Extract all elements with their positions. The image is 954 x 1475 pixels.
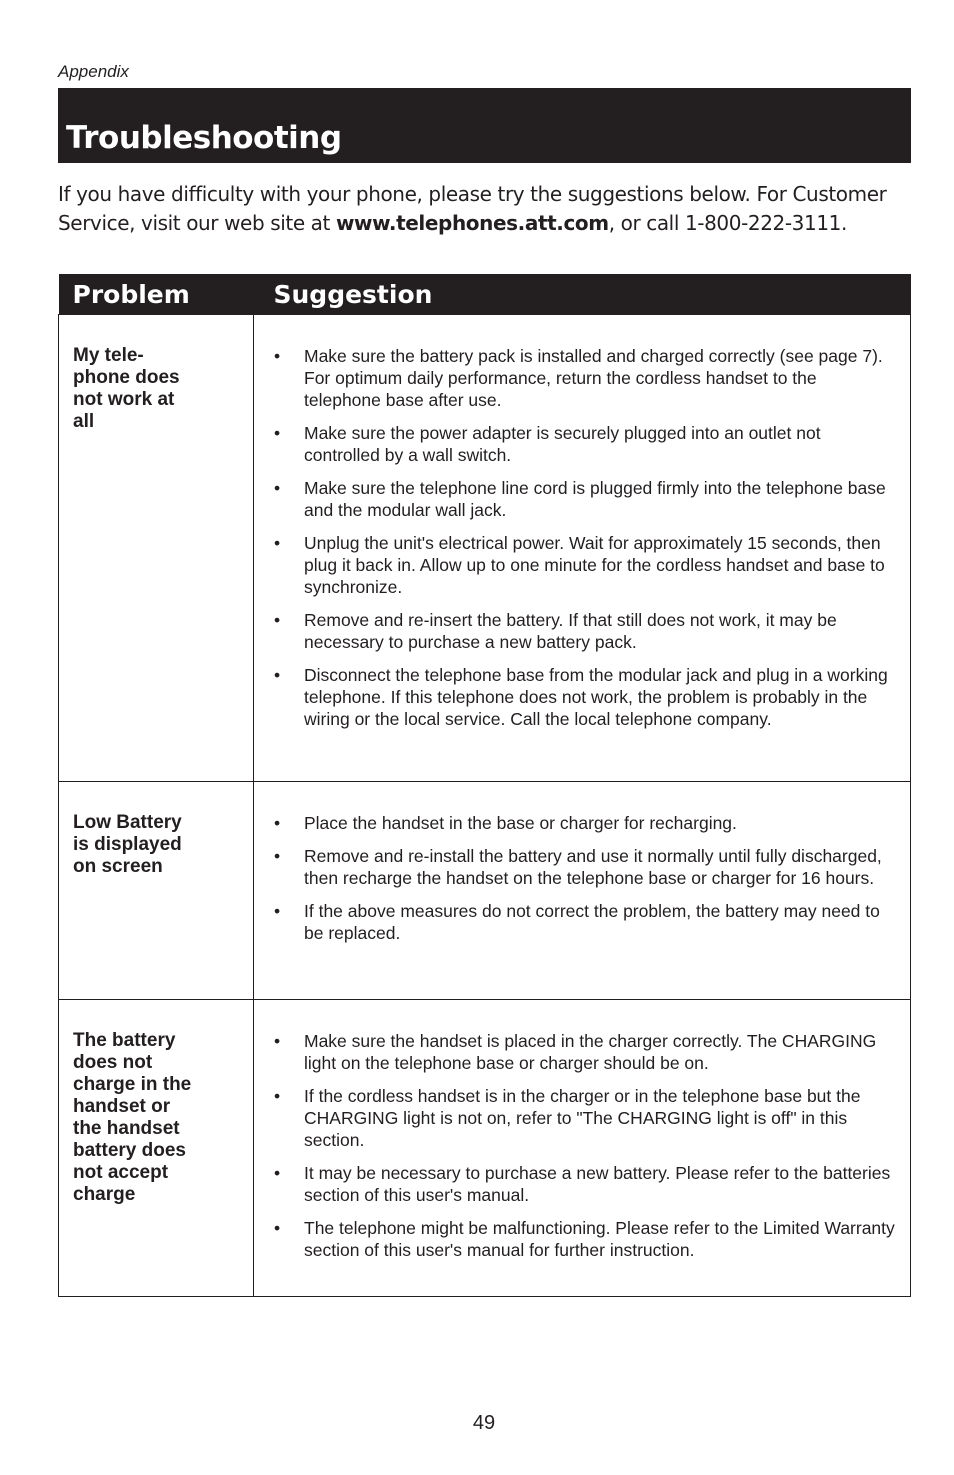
suggestion-text: Remove and re-insert the battery. If that still does not work, it may be necessary to purchase a new battery pack. [304, 610, 837, 652]
bullet-icon: • [274, 1218, 281, 1238]
section-label: Appendix [58, 62, 129, 81]
bullet-icon: • [274, 610, 281, 630]
page-title: Troubleshooting [66, 120, 342, 156]
problem-cell: My tele- phone does not work at all [59, 315, 254, 782]
table-row [59, 782, 911, 1000]
bullet-icon: • [274, 423, 281, 443]
suggestion-text: Make sure the power adapter is securely plugged into an outlet not controlled by a wall switch. [304, 423, 821, 465]
suggestion-cell [254, 1000, 911, 1297]
column-header-problem: Problem [59, 274, 254, 315]
suggestion-text: Make sure the battery pack is installed and charged correctly (see page 7). For optimum daily performance, return the cordless handset to the telephone base after use. [304, 346, 883, 410]
problem-cell: The battery does not charge in the handset or the handset battery does not accept charge [59, 1000, 254, 1297]
column-header-suggestion: Suggestion [254, 274, 911, 315]
list-item [274, 532, 896, 598]
suggestion-text: The telephone might be malfunctioning. Please refer to the Limited Warranty section of this user's manual for further instruction. [304, 1218, 895, 1260]
title-bar [58, 88, 911, 163]
bullet-icon: • [274, 1086, 281, 1106]
suggestion-text: Disconnect the telephone base from the modular jack and plug in a working telephone. If this telephone does not work, the problem is probably in the wiring or the local service. Call the local telephone company. [304, 665, 888, 729]
list-item [274, 422, 896, 466]
suggestion-text: Make sure the telephone line cord is plugged firmly into the telephone base and the modular wall jack. [304, 478, 886, 520]
suggestion-text: If the above measures do not correct the problem, the battery may need to be replaced. [304, 901, 880, 943]
suggestion-list [274, 1030, 896, 1261]
problem-cell: Low Battery is displayed on screen [59, 782, 254, 1000]
list-item [274, 1030, 896, 1074]
intro-paragraph [58, 180, 918, 238]
list-item [274, 1162, 896, 1206]
bullet-icon: • [274, 478, 281, 498]
bullet-icon: • [274, 665, 281, 685]
suggestion-text: It may be necessary to purchase a new battery. Please refer to the batteries section of this user's manual. [304, 1163, 891, 1205]
intro-text-after: , or call 1-800-222-3111. [608, 211, 847, 235]
bullet-icon: • [274, 901, 281, 921]
intro-text-before: If you have difficulty with your phone, please try the suggestions below. For Customer Service, visit our web site at [58, 182, 887, 235]
table-header-row [59, 274, 911, 315]
bullet-icon: • [274, 1163, 281, 1183]
suggestion-text: Make sure the handset is placed in the charger correctly. The CHARGING light on the telephone base or charger should be on. [304, 1031, 877, 1073]
website-link[interactable]: www.telephones.att.com [335, 211, 609, 235]
suggestion-list [274, 345, 896, 730]
suggestion-cell [254, 782, 911, 1000]
list-item [274, 345, 896, 411]
list-item [274, 900, 896, 944]
suggestion-text: Place the handset in the base or charger for recharging. [304, 813, 737, 833]
suggestion-text: Remove and re-install the battery and use it normally until fully discharged, then recharge the handset on the telephone base or charger for 16 hours. [304, 846, 882, 888]
list-item [274, 1085, 896, 1151]
suggestion-list [274, 812, 896, 944]
bullet-icon: • [274, 533, 281, 553]
list-item [274, 845, 896, 889]
page-number: 49 [472, 1412, 496, 1434]
table-row [59, 1000, 911, 1297]
suggestion-text: If the cordless handset is in the charger or in the telephone base but the CHARGING light is not on, refer to "The CHARGING light is off" in this section. [304, 1086, 861, 1150]
suggestion-text: Unplug the unit's electrical power. Wait for approximately 15 seconds, then plug it back in. Allow up to one minute for the cordless handset and base to synchronize. [304, 533, 885, 597]
list-item [274, 1217, 896, 1261]
bullet-icon: • [274, 346, 281, 366]
list-item [274, 664, 896, 730]
bullet-icon: • [274, 1031, 281, 1051]
bullet-icon: • [274, 846, 281, 866]
list-item [274, 609, 896, 653]
list-item [274, 477, 896, 521]
suggestion-cell [254, 315, 911, 782]
troubleshooting-table [58, 274, 911, 1297]
table-row [59, 315, 911, 782]
bullet-icon: • [274, 813, 281, 833]
list-item [274, 812, 896, 834]
